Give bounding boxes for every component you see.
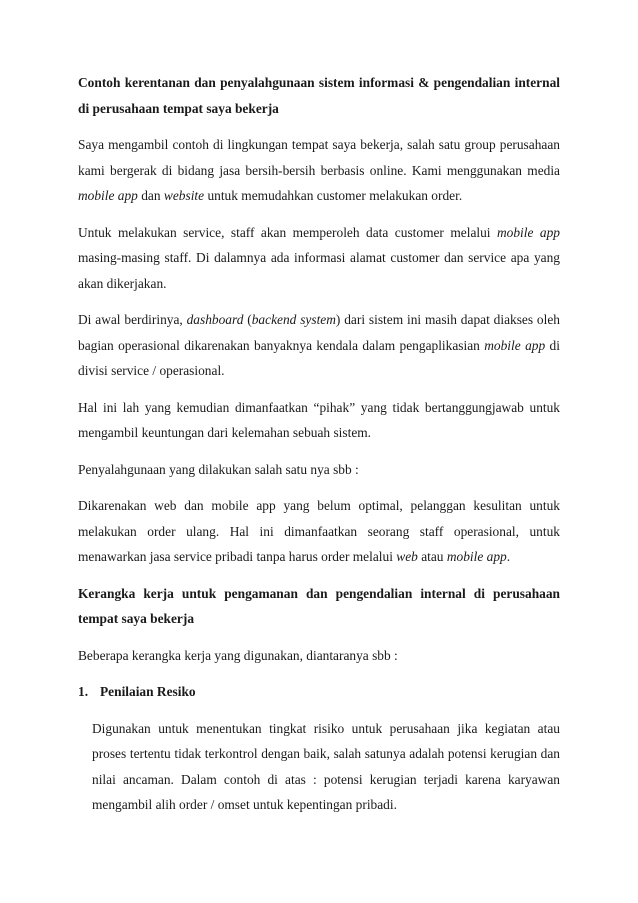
text-run: dan bbox=[137, 188, 164, 203]
text-run: atau bbox=[417, 549, 447, 564]
list-item-title bbox=[78, 679, 560, 705]
text-run: ( bbox=[243, 312, 252, 327]
text-run: Di awal berdirinya, bbox=[78, 312, 187, 327]
list-number: 1. bbox=[78, 684, 89, 699]
paragraph-misuse-intro: Penyalahgunaan yang dilakukan salah satu nya sbb : bbox=[78, 461, 359, 477]
paragraph-exploitation: Hal ini lah yang kemudian dimanfaatkan “pihak” yang tidak bertanggungjawab untuk mengambil keuntungan dari kelemahan sebuah sistem. bbox=[78, 399, 560, 440]
paragraph-framework-intro: Beberapa kerangka kerja yang digunakan, diantaranya sbb : bbox=[78, 647, 398, 663]
list-title-text: Penilaian Resiko bbox=[100, 684, 196, 699]
text-run: Dikarenakan web dan mobile app yang belum optimal, pelanggan kesulitan untuk melakukan order ulang. Hal ini dimanfaatkan seorang staff operasional, untuk menawarkan jasa service pribadi tanpa harus order melalui bbox=[78, 498, 560, 564]
italic-term: mobile app bbox=[484, 337, 546, 353]
paragraph-service bbox=[78, 220, 560, 297]
text-run: Saya mengambil contoh di lingkungan tempat saya bekerja, salah satu group perusahaan kami bergerak di bidang jasa bersih-bersih berbasis online. Kami menggunakan media bbox=[78, 137, 560, 178]
italic-term: mobile app bbox=[446, 549, 507, 564]
list-item-body: Digunakan untuk menentukan tingkat risiko untuk perusahaan jika kegiatan atau proses tertentu tidak terkontrol dengan baik, salah satunya adalah potensi kerugian dan nilai ancaman. Dalam contoh di atas : potensi kerugian terjadi karena karyawan mengambil alih order / omset untuk kepentingan pribadi. bbox=[92, 720, 560, 812]
text-run: masing-masing staff. Di dalamnya ada informasi alamat customer dan service apa yang akan dikerjakan. bbox=[78, 250, 560, 291]
italic-term: dashboard bbox=[186, 312, 244, 327]
text-run: untuk memudahkan customer melakukan order. bbox=[204, 188, 463, 203]
italic-term: backend system bbox=[251, 312, 336, 327]
paragraph-misuse-example bbox=[78, 493, 560, 570]
section-heading-vulnerability: Contoh kerentanan dan penyalahgunaan sistem informasi & pengendalian internal di perusahaan tempat saya bekerja bbox=[78, 75, 560, 116]
paragraph-dashboard bbox=[78, 307, 560, 384]
text-run: Untuk melakukan service, staff akan memperoleh data customer melalui bbox=[78, 224, 497, 240]
text-run: di divisi service / operasional. bbox=[78, 337, 560, 378]
document-page bbox=[78, 70, 560, 829]
italic-term: website bbox=[163, 188, 205, 203]
italic-term: web bbox=[396, 549, 418, 564]
text-run: ) dari sistem ini masih dapat diakses oleh bagian operasional dikarenakan banyaknya kendala dalam pengaplikasian bbox=[78, 312, 560, 353]
section-heading-framework: Kerangka kerja untuk pengamanan dan pengendalian internal di perusahaan tempat saya bekerja bbox=[78, 585, 560, 626]
paragraph-intro bbox=[78, 132, 560, 209]
text-run: . bbox=[506, 549, 511, 564]
italic-term: mobile app bbox=[78, 188, 138, 203]
italic-term: mobile app bbox=[497, 224, 560, 240]
